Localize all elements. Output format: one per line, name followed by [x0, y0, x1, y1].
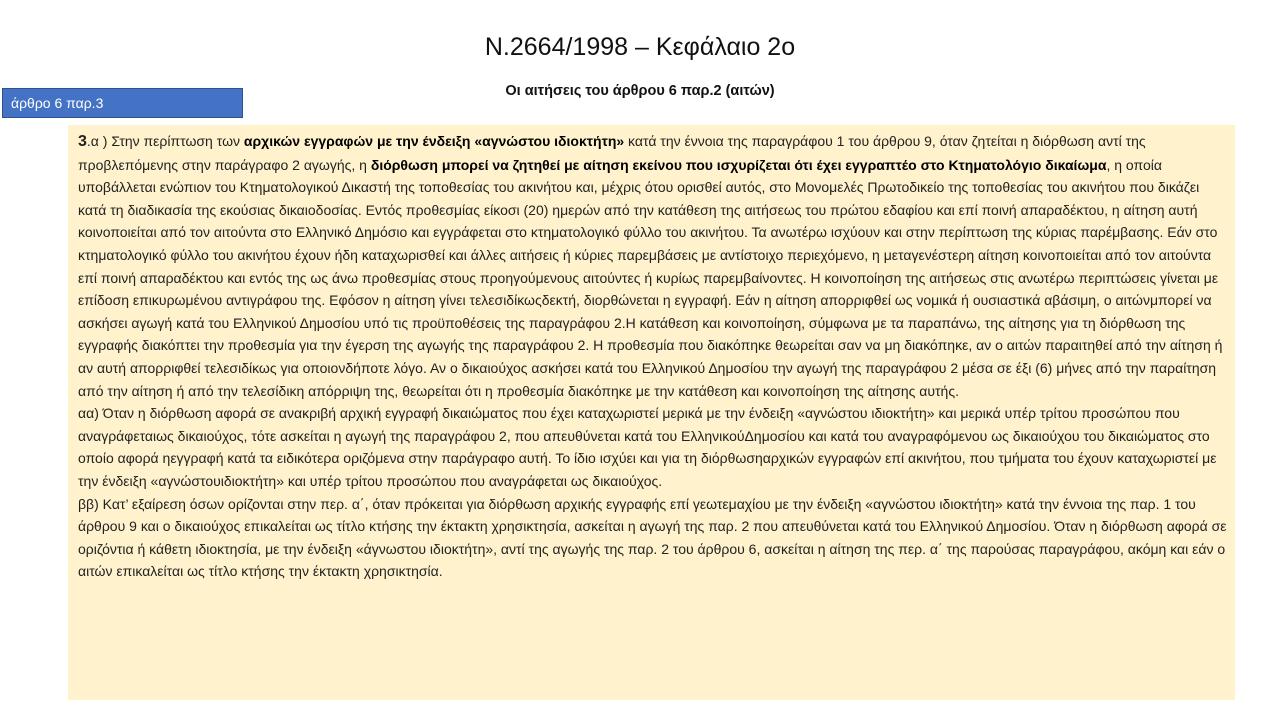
- slide-subtitle: Οι αιτήσεις του άρθρου 6 παρ.2 (αιτών): [505, 83, 775, 99]
- emphasis-text: αρχικών εγγραφών με την ένδειξη «αγνώστου ιδιοκτήτη»: [243, 133, 625, 149]
- article-tag: άρθρο 6 παρ.3: [2, 88, 243, 118]
- paragraph-bb: ββ) Κατ’ εξαίρεση όσων ορίζονται στην περ. α΄, όταν πρόκειται για διόρθωση αρχικής εγγραφής επί γεωτεμαχίου με την ένδειξη «αγνώστου ιδιοκτήτη» κατά την έννοια της παρ. 1 του άρθρου 9 και ο δικαιούχος επικαλείται ως τίτλο κτήσης την έκτακτη χρησικτησία, ασκείται η αγωγή της παρ. 2 που απευθύνεται κατά του Ελληνικού Δημοσίου. Όταν η διόρθωση αφορά σε οριζόντια ή κάθετη ιδιοκτησία, με την ένδειξη «άγνωστου ιδιοκτήτη», αντί της αγωγής της παρ. 2 του άρθρου 6, ασκείται η αίτηση της περ. α΄ της παρούσας παραγράφου, ακόμη και εάν ο αιτών επικαλείται ως τίτλο κτήσης την έκτακτη χρησικτησία.: [78, 495, 1227, 580]
- slide-title: Ν.2664/1998 – Κεφάλαιο 2ο: [484, 33, 796, 61]
- paragraph-number: 3: [78, 133, 87, 150]
- emphasis-text: διόρθωση μπορεί να ζητηθεί με αίτηση εκείνου που ισχυρίζεται ότι έχει εγγραπτέο στο Κτηματολόγιο δικαίωμα: [370, 156, 1107, 173]
- paragraph-text: .α ) Στην περίπτωση των: [86, 133, 244, 149]
- paragraph-3a: [78, 130, 1227, 402]
- paragraph-aa: αα) Όταν η διόρθωση αφορά σε ανακριβή αρχική εγγραφή δικαιώματος που έχει καταχωριστεί μερικά με την ένδειξη «αγνώστου ιδιοκτήτη» και μερικά υπέρ τρίτου προσώπου που αναγράφεταιως δικαιούχος, τότε ασκείται η αγωγή της παραγράφου 2, που απευθύνεται κατά του ΕλληνικούΔημοσίου και κατά του αναγραφόμενου ως δικαιούχου του δικαιώματος στο οποίο αφορά ηεγγραφή κατά τα ειδικότερα οριζόμενα στην παράγραφο αυτή. Το ίδιο ισχύει και για τη διόρθωσηαρχικών εγγραφών επί ακινήτου, που τμήματα του έχουν καταχωριστεί με την ένδειξη «αγνώστουιδιοκτήτη» και υπέρ τρίτου προσώπου που αναγράφεται ως δικαιούχος.: [78, 405, 1217, 489]
- law-text-box: [68, 125, 1235, 700]
- paragraph-text: , η οποία υποβάλλεται ενώπιον του Κτηματολογικού Δικαστή της τοποθεσίας του ακινήτου και, μέχρις ότου ορισθεί αυτός, στο Μονομελές Πρωτοδικείο της τοποθεσίας του ακινήτου που δικάζει κατά τη διαδικασία της εκούσιας δικαιοδοσίας. Εντός προθεσμίας είκοσι (20) ημερών από την κατάθεση της αιτήσεως του πρώτου εδαφίου και επί ποινή απαραδέκτου, η αίτηση αυτή κοινοποιείται από τον αιτούντα στο Ελληνικό Δημόσιο και εγγράφεται στο κτηματολογικό φύλλο του ακινήτου. Τα ανωτέρω ισχύουν και στην περίπτωση της κύριας παρέμβασης. Εάν στο κτηματολογικό φύλλο του ακινήτου έχουν ήδη καταχωρισθεί και άλλες αιτήσεις ή κύριες παρεμβάσεις με αντίστοιχο περιεχόμενο, η μεταγενέστερη αίτηση κοινοποιείται από τον αιτούντα επί ποινή απαραδέκτου και εντός της ως άνω προθεσμίας στους προηγούμενους αιτούντες ή κυρίως παρεμβαίνοντες. Η κοινοποίηση της αιτήσεως στις ανωτέρω περιπτώσεις γίνεται με επίδοση επικυρωμένου αντιγράφου της. Εφόσον η αίτηση γίνει τελεσιδίκωςδεκτή, διορθώνεται η εγγραφή. Εάν η αίτηση απορριφθεί ως νομικά ή ουσιαστικά αβάσιμη, ο αιτώνμπορεί να ασκήσει αγωγή κατά του Ελληνικού Δημοσίου υπό τις προϋποθέσεις της παραγράφου 2.Η κατάθεση και κοινοποίηση, σύμφωνα με τα παραπάνω, της αίτησης για τη διόρθωση της εγγραφής διακόπτει την προθεσμία για την έγερση της αγωγής της παραγράφου 2. Η προθεσμία που διακόπηκε θεωρείται σαν να μη διακόπηκε, αν ο αιτών παραιτηθεί από την αίτηση ή αν αυτή απορριφθεί τελεσιδίκως για οποιονδήποτε λόγο. Αν ο δικαιούχος ασκήσει κατά του Ελληνικού Δημοσίου την αγωγή της παραγράφου 2 μέσα σε έξι (6) μήνες από την παραίτηση από την αίτηση ή από την τελεσίδικη απόρριψη της, θεωρείται ότι η προθεσμία διακόπηκε με την κατάθεση και κοινοποίηση της αίτησης αυτής.: [78, 156, 1223, 399]
- paragraph-text: κατά την έννοια της παραγράφου 1 του άρθρου 9, όταν ζητείται η διόρθωση αντί της προβλεπόμενης στην παράγραφο 2 αγωγής, η: [78, 133, 1146, 173]
